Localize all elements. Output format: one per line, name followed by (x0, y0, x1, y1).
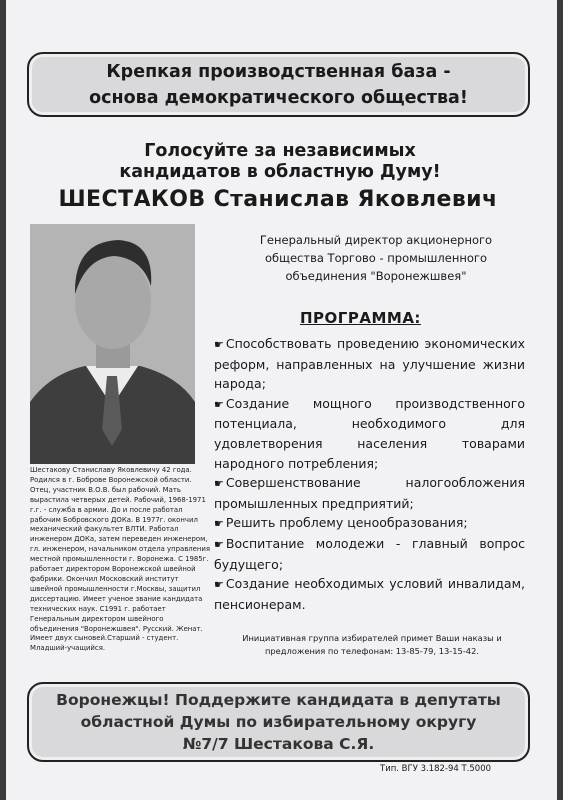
pointing-hand-icon: ☛ (214, 537, 224, 551)
candidate-photo (30, 224, 195, 464)
candidate-biography: Шестакову Станиславу Яковлевичу 42 года. Родился в г. Боброве Воронежской области. Отец, участник В.О.В. был рабочий. Мать вырастила четверых детей. Рабочий, 1968-1971 г.г. - служба в армии. До и после работал рабочим Бобровского ДОКа. В 1977г. окончил механический факультет ВЛТИ. Работал инженером ДОКа, затем переведен инженером, гл. инженером, начальником отдела управления местной промышленности г. Воронежа. С 1985г. работает директором Воронежской швейной фабрики. Окончил Московский институт швейной промышленности г.Москвы, защитил диссертацию. Имеет ученое звание кандидата технических наук. С1991 г. работает Генеральным директором швейного объединения "Воронежшвея". Русский. Женат. Имеет двух сыновей.Старший - студент. Младший-учащийся. (30, 466, 211, 653)
program-item (214, 334, 525, 394)
pointing-hand-icon: ☛ (214, 477, 224, 491)
program-item (214, 473, 525, 513)
slogan-line-2: основа демократического общества! (89, 87, 468, 108)
program-item-text: Воспитание молодежи - главный вопрос будущего; (214, 535, 525, 572)
contact-line-2: предложения по телефонам: 13-85-79, 13-15-42. (264, 646, 480, 656)
position-line-3: объединения "Воронежшвея" (285, 269, 467, 283)
top-slogan-banner (27, 52, 530, 117)
appeal-line-2: областной Думы по избирательному округу (80, 713, 477, 731)
program-item (214, 513, 525, 534)
position-line-1: Генеральный директор акционерного (259, 233, 493, 247)
scan-edge-right (557, 0, 563, 800)
headline-line-2: кандидатов в областную Думу! (119, 162, 441, 182)
pointing-hand-icon: ☛ (214, 517, 224, 531)
headline (60, 141, 500, 183)
program-item (214, 574, 525, 614)
program-list (214, 334, 525, 614)
pointing-hand-icon: ☛ (214, 338, 224, 351)
program-item (214, 394, 525, 473)
position-line-2: общества Торгово - промышленного (265, 251, 487, 265)
scan-edge-left (0, 0, 6, 800)
appeal-line-1: Воронежцы! Поддержите кандидата в депутаты (56, 691, 501, 709)
pointing-hand-icon: ☛ (214, 397, 224, 411)
program-heading: ПРОГРАММА: (300, 309, 421, 327)
appeal-line-3: №7/7 Шестакова С.Я. (182, 735, 375, 753)
program-item-text: Решить проблему ценообразования; (225, 515, 468, 531)
contact-info (222, 632, 522, 658)
program-item-text: Создание мощного производственного потенциала, необходимого для удовлетворения населения товарами народного потребления; (214, 395, 525, 471)
portrait-illustration (30, 224, 195, 464)
candidate-name: ШЕСТАКОВ Станислав Яковлевич (58, 187, 498, 212)
program-item-text: Создание необходимых условий инвалидам, пенсионерам. (214, 576, 525, 612)
program-item-text: Способствовать проведению экономических реформ, направленных на улучшение жизни народа; (214, 336, 525, 392)
bottom-appeal-banner (27, 682, 530, 762)
slogan-line-1: Крепкая производственная база - (106, 61, 451, 82)
program-item (214, 534, 525, 574)
contact-line-1: Инициативная группа избирателей примет Ваши наказы и (242, 633, 502, 643)
headline-line-1: Голосуйте за независимых (144, 141, 416, 161)
candidate-position (220, 231, 532, 285)
pointing-hand-icon: ☛ (214, 578, 224, 592)
program-item-text: Совершенствование налогообложения промышленных предприятий; (214, 475, 525, 511)
printer-imprint: Тип. ВГУ 3.182-94 Т.5000 (380, 764, 492, 774)
